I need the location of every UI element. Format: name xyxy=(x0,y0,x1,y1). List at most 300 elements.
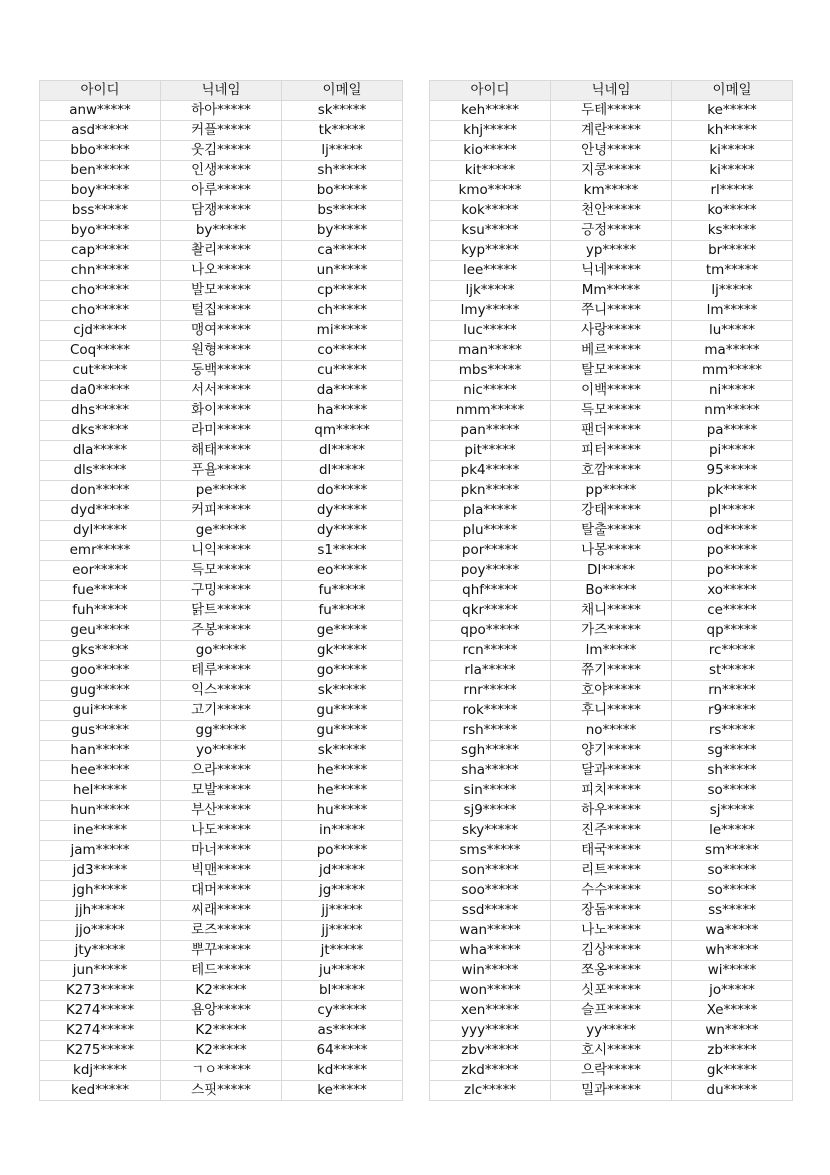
cell-email: jj***** xyxy=(282,921,403,941)
cell-nickname: no***** xyxy=(551,721,672,741)
table-row xyxy=(430,361,793,381)
cell-email: wh***** xyxy=(672,941,793,961)
cell-email: cy***** xyxy=(282,1001,403,1021)
cell-nickname: 해태***** xyxy=(161,441,282,461)
cell-email: jo***** xyxy=(672,981,793,1001)
table-row xyxy=(40,121,403,141)
table-row xyxy=(40,801,403,821)
table-row xyxy=(40,1021,403,1041)
cell-id: jjh***** xyxy=(40,901,161,921)
cell-nickname: 마너***** xyxy=(161,841,282,861)
cell-nickname: 아루***** xyxy=(161,181,282,201)
cell-id: qkr***** xyxy=(430,601,551,621)
table-row xyxy=(430,901,793,921)
cell-email: lu***** xyxy=(672,321,793,341)
cell-id: luc***** xyxy=(430,321,551,341)
cell-id: rla***** xyxy=(430,661,551,681)
cell-email: fu***** xyxy=(282,581,403,601)
header-email: 이메일 xyxy=(282,81,403,101)
table-row xyxy=(430,821,793,841)
cell-email: dy***** xyxy=(282,521,403,541)
cell-nickname: 쪼옹***** xyxy=(551,961,672,981)
cell-nickname: 김상***** xyxy=(551,941,672,961)
cell-nickname: gg***** xyxy=(161,721,282,741)
cell-email: as***** xyxy=(282,1021,403,1041)
cell-nickname: 촬리***** xyxy=(161,241,282,261)
member-table-left xyxy=(39,80,403,1101)
cell-id: cut***** xyxy=(40,361,161,381)
cell-email: ki***** xyxy=(672,141,793,161)
cell-email: he***** xyxy=(282,761,403,781)
cell-nickname: 닭트***** xyxy=(161,601,282,621)
cell-nickname: 호야***** xyxy=(551,681,672,701)
cell-nickname: 천안***** xyxy=(551,201,672,221)
table-row xyxy=(430,701,793,721)
table-row xyxy=(40,341,403,361)
cell-email: gu***** xyxy=(282,701,403,721)
cell-email: rl***** xyxy=(672,181,793,201)
cell-email: do***** xyxy=(282,481,403,501)
table-row xyxy=(430,841,793,861)
cell-email: by***** xyxy=(282,221,403,241)
cell-nickname: 닉네***** xyxy=(551,261,672,281)
cell-email: bo***** xyxy=(282,181,403,201)
table-row xyxy=(40,221,403,241)
cell-email: lj***** xyxy=(282,141,403,161)
table-row xyxy=(430,421,793,441)
cell-id: byo***** xyxy=(40,221,161,241)
cell-nickname: 슬프***** xyxy=(551,1001,672,1021)
cell-id: jjo***** xyxy=(40,921,161,941)
cell-id: jam***** xyxy=(40,841,161,861)
cell-email: ke***** xyxy=(672,101,793,121)
cell-id: bss***** xyxy=(40,201,161,221)
cell-email: 64***** xyxy=(282,1041,403,1061)
cell-nickname: yp***** xyxy=(551,241,672,261)
table-row xyxy=(40,601,403,621)
table-row xyxy=(430,261,793,281)
table-row xyxy=(40,721,403,741)
cell-email: kd***** xyxy=(282,1061,403,1081)
cell-id: da0***** xyxy=(40,381,161,401)
cell-nickname: km***** xyxy=(551,181,672,201)
cell-email: nm***** xyxy=(672,401,793,421)
cell-email: kh***** xyxy=(672,121,793,141)
cell-nickname: 지콩***** xyxy=(551,161,672,181)
table-row xyxy=(40,261,403,281)
cell-email: gk***** xyxy=(282,641,403,661)
cell-email: jg***** xyxy=(282,881,403,901)
table-row xyxy=(430,381,793,401)
cell-email: lm***** xyxy=(672,301,793,321)
cell-nickname: 스핏***** xyxy=(161,1081,282,1101)
cell-nickname: ㄱㅇ***** xyxy=(161,1061,282,1081)
cell-email: od***** xyxy=(672,521,793,541)
cell-email: po***** xyxy=(672,541,793,561)
cell-id: rok***** xyxy=(430,701,551,721)
cell-nickname: 씨래***** xyxy=(161,901,282,921)
table-row xyxy=(430,461,793,481)
table-row xyxy=(40,441,403,461)
table-row xyxy=(430,101,793,121)
cell-id: por***** xyxy=(430,541,551,561)
table-row xyxy=(430,921,793,941)
cell-id: nmm***** xyxy=(430,401,551,421)
header-nickname: 닉네임 xyxy=(551,81,672,101)
table-row xyxy=(40,901,403,921)
cell-id: sky***** xyxy=(430,821,551,841)
cell-id: chn***** xyxy=(40,261,161,281)
cell-email: zb***** xyxy=(672,1041,793,1061)
cell-id: gus***** xyxy=(40,721,161,741)
cell-email: mi***** xyxy=(282,321,403,341)
cell-id: dhs***** xyxy=(40,401,161,421)
cell-email: pi***** xyxy=(672,441,793,461)
member-rows-right xyxy=(430,101,793,1101)
table-row xyxy=(430,161,793,181)
table-row xyxy=(40,941,403,961)
cell-nickname: yy***** xyxy=(551,1021,672,1041)
cell-id: hee***** xyxy=(40,761,161,781)
cell-id: hun***** xyxy=(40,801,161,821)
cell-id: qpo***** xyxy=(430,621,551,641)
cell-email: sg***** xyxy=(672,741,793,761)
cell-nickname: 긍정***** xyxy=(551,221,672,241)
cell-email: jj***** xyxy=(282,901,403,921)
table-row xyxy=(40,521,403,541)
cell-id: keh***** xyxy=(430,101,551,121)
cell-nickname: 나도***** xyxy=(161,821,282,841)
cell-id: sgh***** xyxy=(430,741,551,761)
cell-nickname: 욤앙***** xyxy=(161,1001,282,1021)
cell-nickname: 사랑***** xyxy=(551,321,672,341)
header-id: 아이디 xyxy=(430,81,551,101)
cell-id: cho***** xyxy=(40,301,161,321)
cell-email: jt***** xyxy=(282,941,403,961)
cell-id: pkn***** xyxy=(430,481,551,501)
cell-email: sm***** xyxy=(672,841,793,861)
cell-nickname: 인생***** xyxy=(161,161,282,181)
cell-id: gui***** xyxy=(40,701,161,721)
table-row xyxy=(40,381,403,401)
cell-email: so***** xyxy=(672,861,793,881)
cell-id: K275***** xyxy=(40,1041,161,1061)
cell-nickname: 화이***** xyxy=(161,401,282,421)
cell-email: da***** xyxy=(282,381,403,401)
cell-nickname: 이백***** xyxy=(551,381,672,401)
cell-nickname: 커피***** xyxy=(161,501,282,521)
cell-email: go***** xyxy=(282,661,403,681)
cell-email: ni***** xyxy=(672,381,793,401)
cell-nickname: 모발***** xyxy=(161,781,282,801)
cell-email: he***** xyxy=(282,781,403,801)
cell-email: ks***** xyxy=(672,221,793,241)
cell-email: un***** xyxy=(282,261,403,281)
cell-id: ljk***** xyxy=(430,281,551,301)
table-row xyxy=(430,561,793,581)
cell-nickname: 탈출***** xyxy=(551,521,672,541)
cell-id: soo***** xyxy=(430,881,551,901)
cell-email: ma***** xyxy=(672,341,793,361)
cell-email: dl***** xyxy=(282,461,403,481)
cell-email: mm***** xyxy=(672,361,793,381)
cell-nickname: 달과***** xyxy=(551,761,672,781)
cell-email: pa***** xyxy=(672,421,793,441)
table-row xyxy=(40,961,403,981)
cell-nickname: 양기***** xyxy=(551,741,672,761)
table-row xyxy=(40,141,403,161)
cell-email: wi***** xyxy=(672,961,793,981)
header-id: 아이디 xyxy=(40,81,161,101)
cell-nickname: 후니***** xyxy=(551,701,672,721)
table-row xyxy=(40,921,403,941)
table-row xyxy=(40,241,403,261)
table-row xyxy=(430,941,793,961)
cell-nickname: pe***** xyxy=(161,481,282,501)
cell-nickname: 베르***** xyxy=(551,341,672,361)
cell-id: bbo***** xyxy=(40,141,161,161)
table-row xyxy=(430,201,793,221)
header-nickname: 닉네임 xyxy=(161,81,282,101)
cell-id: gks***** xyxy=(40,641,161,661)
table-row xyxy=(430,241,793,261)
cell-email: cp***** xyxy=(282,281,403,301)
cell-id: wan***** xyxy=(430,921,551,941)
cell-id: lee***** xyxy=(430,261,551,281)
table-row xyxy=(430,141,793,161)
cell-id: plu***** xyxy=(430,521,551,541)
table-row xyxy=(40,201,403,221)
cell-id: fue***** xyxy=(40,581,161,601)
cell-id: sj9***** xyxy=(430,801,551,821)
cell-id: boy***** xyxy=(40,181,161,201)
cell-nickname: 나노***** xyxy=(551,921,672,941)
cell-email: jd***** xyxy=(282,861,403,881)
cell-email: in***** xyxy=(282,821,403,841)
cell-nickname: 하우***** xyxy=(551,801,672,821)
cell-id: hel***** xyxy=(40,781,161,801)
cell-email: tm***** xyxy=(672,261,793,281)
table-row xyxy=(430,741,793,761)
cell-email: ca***** xyxy=(282,241,403,261)
cell-nickname: 강태***** xyxy=(551,501,672,521)
cell-id: eor***** xyxy=(40,561,161,581)
table-row xyxy=(40,861,403,881)
cell-nickname: K2***** xyxy=(161,981,282,1001)
cell-nickname: 장돔***** xyxy=(551,901,672,921)
cell-nickname: 밀과***** xyxy=(551,1081,672,1101)
cell-email: qp***** xyxy=(672,621,793,641)
table-row xyxy=(430,661,793,681)
cell-nickname: 득모***** xyxy=(551,401,672,421)
cell-email: r9***** xyxy=(672,701,793,721)
cell-email: wa***** xyxy=(672,921,793,941)
cell-email: rs***** xyxy=(672,721,793,741)
cell-email: sk***** xyxy=(282,681,403,701)
cell-id: kok***** xyxy=(430,201,551,221)
cell-nickname: 으락***** xyxy=(551,1061,672,1081)
cell-nickname: 뿌꾸***** xyxy=(161,941,282,961)
cell-id: ssd***** xyxy=(430,901,551,921)
table-row xyxy=(40,761,403,781)
cell-id: K274***** xyxy=(40,1001,161,1021)
cell-id: sha***** xyxy=(430,761,551,781)
cell-id: sin***** xyxy=(430,781,551,801)
cell-id: rnr***** xyxy=(430,681,551,701)
cell-id: rsh***** xyxy=(430,721,551,741)
cell-id: zkd***** xyxy=(430,1061,551,1081)
cell-id: gug***** xyxy=(40,681,161,701)
table-row xyxy=(430,501,793,521)
cell-email: bs***** xyxy=(282,201,403,221)
cell-nickname: 쮸기***** xyxy=(551,661,672,681)
cell-email: rc***** xyxy=(672,641,793,661)
cell-nickname: 니익***** xyxy=(161,541,282,561)
cell-nickname: by***** xyxy=(161,221,282,241)
cell-id: kio***** xyxy=(430,141,551,161)
cell-email: fu***** xyxy=(282,601,403,621)
cell-id: zbv***** xyxy=(430,1041,551,1061)
cell-nickname: 커플***** xyxy=(161,121,282,141)
cell-email: lj***** xyxy=(672,281,793,301)
cell-id: don***** xyxy=(40,481,161,501)
table-row xyxy=(430,541,793,561)
table-row xyxy=(430,281,793,301)
table-row xyxy=(40,461,403,481)
cell-id: K273***** xyxy=(40,981,161,1001)
table-row xyxy=(430,401,793,421)
cell-email: wn***** xyxy=(672,1021,793,1041)
cell-id: kdj***** xyxy=(40,1061,161,1081)
table-row xyxy=(430,981,793,1001)
cell-email: s1***** xyxy=(282,541,403,561)
table-row xyxy=(40,881,403,901)
cell-nickname: 고기***** xyxy=(161,701,282,721)
table-row xyxy=(430,321,793,341)
cell-email: ko***** xyxy=(672,201,793,221)
cell-id: yyy***** xyxy=(430,1021,551,1041)
cell-nickname: 구밍***** xyxy=(161,581,282,601)
cell-email: ki***** xyxy=(672,161,793,181)
cell-id: cho***** xyxy=(40,281,161,301)
member-table-right xyxy=(429,80,793,1101)
table-row xyxy=(430,1001,793,1021)
cell-nickname: 로즈***** xyxy=(161,921,282,941)
cell-nickname: 털집***** xyxy=(161,301,282,321)
cell-id: jty***** xyxy=(40,941,161,961)
cell-nickname: 푸욜***** xyxy=(161,461,282,481)
cell-id: poy***** xyxy=(430,561,551,581)
cell-email: so***** xyxy=(672,881,793,901)
cell-id: ben***** xyxy=(40,161,161,181)
cell-id: xen***** xyxy=(430,1001,551,1021)
cell-nickname: 안녕***** xyxy=(551,141,672,161)
table-row xyxy=(430,781,793,801)
table-row xyxy=(40,821,403,841)
table-row xyxy=(430,641,793,661)
cell-email: sh***** xyxy=(672,761,793,781)
cell-email: sk***** xyxy=(282,741,403,761)
cell-nickname: 계란***** xyxy=(551,121,672,141)
cell-nickname: 서서***** xyxy=(161,381,282,401)
cell-id: jd3***** xyxy=(40,861,161,881)
cell-email: so***** xyxy=(672,781,793,801)
cell-nickname: 웃김***** xyxy=(161,141,282,161)
cell-email: le***** xyxy=(672,821,793,841)
cell-nickname: 호깜***** xyxy=(551,461,672,481)
cell-email: gu***** xyxy=(282,721,403,741)
cell-id: pla***** xyxy=(430,501,551,521)
cell-email: ss***** xyxy=(672,901,793,921)
table-row xyxy=(40,701,403,721)
table-row xyxy=(430,1021,793,1041)
cell-email: dy***** xyxy=(282,501,403,521)
cell-email: Xe***** xyxy=(672,1001,793,1021)
cell-nickname: 빅맨***** xyxy=(161,861,282,881)
cell-email: ch***** xyxy=(282,301,403,321)
table-row xyxy=(40,101,403,121)
table-row xyxy=(430,721,793,741)
cell-nickname: 라미***** xyxy=(161,421,282,441)
table-row xyxy=(430,581,793,601)
cell-nickname: lm***** xyxy=(551,641,672,661)
cell-email: st***** xyxy=(672,661,793,681)
cell-nickname: 태국***** xyxy=(551,841,672,861)
cell-id: win***** xyxy=(430,961,551,981)
table-row xyxy=(40,1081,403,1101)
cell-email: ju***** xyxy=(282,961,403,981)
table-row xyxy=(430,121,793,141)
cell-id: anw***** xyxy=(40,101,161,121)
cell-id: dyd***** xyxy=(40,501,161,521)
cell-nickname: 맹여***** xyxy=(161,321,282,341)
cell-email: gk***** xyxy=(672,1061,793,1081)
cell-id: sms***** xyxy=(430,841,551,861)
cell-id: man***** xyxy=(430,341,551,361)
table-row xyxy=(40,361,403,381)
table-row xyxy=(40,781,403,801)
cell-nickname: 피터***** xyxy=(551,441,672,461)
cell-id: kit***** xyxy=(430,161,551,181)
cell-email: pl***** xyxy=(672,501,793,521)
cell-id: dls***** xyxy=(40,461,161,481)
table-row xyxy=(40,841,403,861)
cell-email: po***** xyxy=(282,841,403,861)
header-row xyxy=(430,81,793,101)
cell-nickname: 으라***** xyxy=(161,761,282,781)
cell-id: pan***** xyxy=(430,421,551,441)
cell-nickname: 두테***** xyxy=(551,101,672,121)
table-row xyxy=(430,881,793,901)
cell-email: cu***** xyxy=(282,361,403,381)
cell-id: han***** xyxy=(40,741,161,761)
cell-nickname: 발모***** xyxy=(161,281,282,301)
table-row xyxy=(430,181,793,201)
cell-nickname: 주봉***** xyxy=(161,621,282,641)
cell-email: sj***** xyxy=(672,801,793,821)
cell-email: du***** xyxy=(672,1081,793,1101)
cell-id: pk4***** xyxy=(430,461,551,481)
cell-email: tk***** xyxy=(282,121,403,141)
table-row xyxy=(430,221,793,241)
table-row xyxy=(430,621,793,641)
cell-nickname: Mm***** xyxy=(551,281,672,301)
cell-nickname: Dl***** xyxy=(551,561,672,581)
cell-nickname: 테루***** xyxy=(161,661,282,681)
cell-email: qm***** xyxy=(282,421,403,441)
cell-nickname: go***** xyxy=(161,641,282,661)
table-row xyxy=(40,1041,403,1061)
